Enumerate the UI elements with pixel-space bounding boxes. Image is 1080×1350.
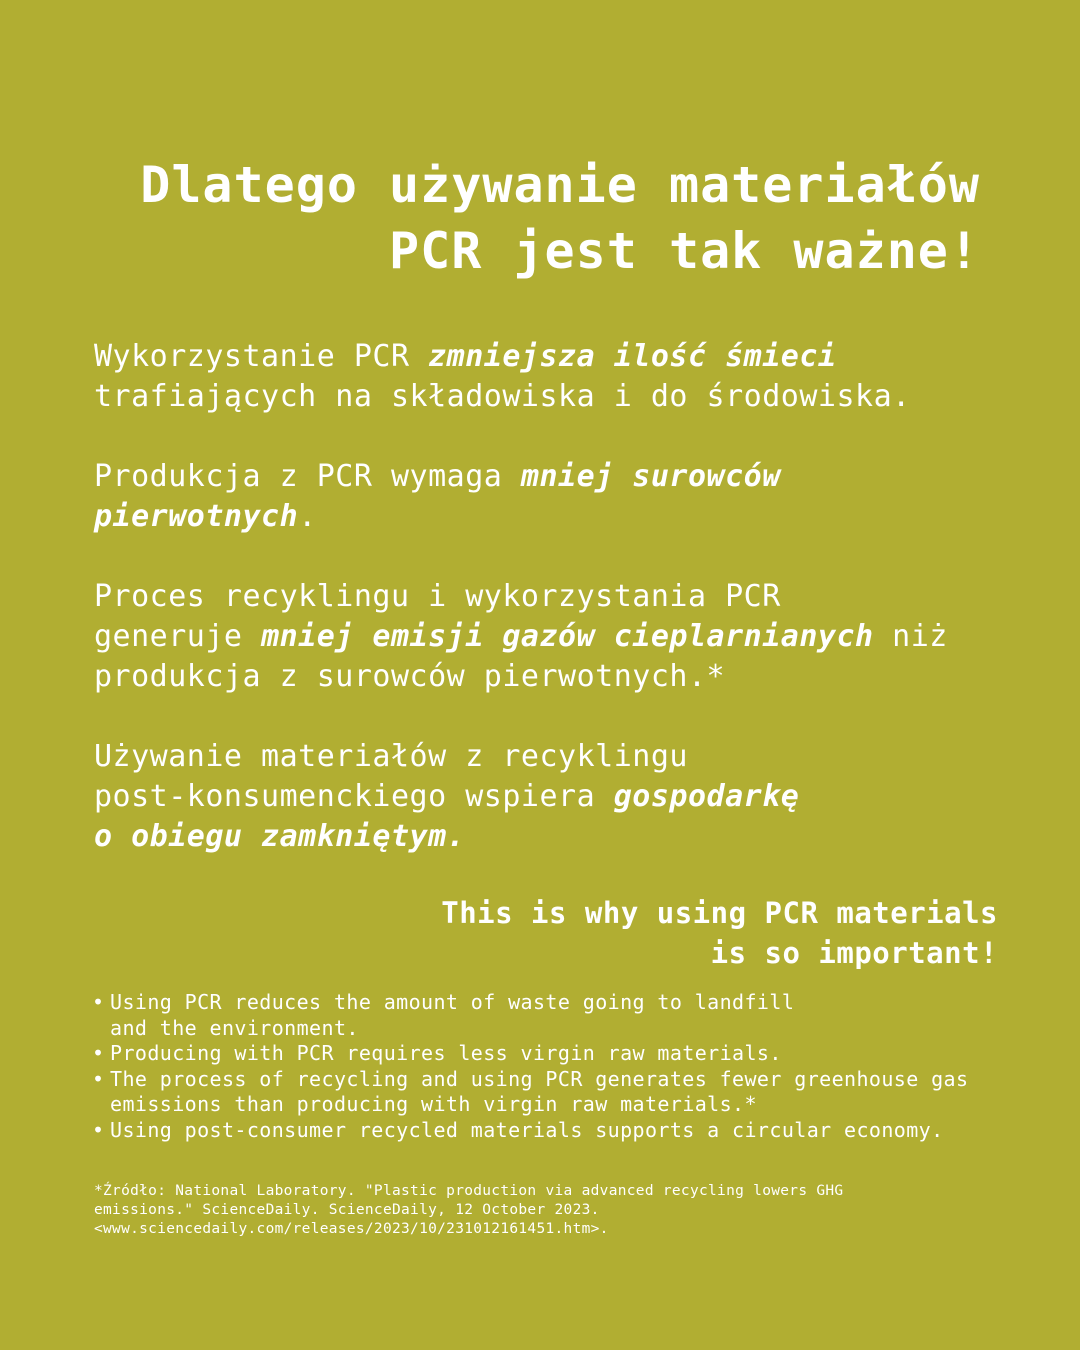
p4-line-1: Używanie materiałów z recyklingu: [94, 739, 688, 774]
list-item-line: Using PCR reduces the amount of waste going to landfill: [110, 990, 795, 1014]
english-heading-line-1: This is why using PCR materials: [441, 896, 998, 930]
headline-line-2: PCR jest tak ważne!: [389, 222, 980, 280]
page-headline: [40, 152, 980, 284]
bullet-icon: •: [92, 990, 105, 1014]
p4-text: post-konsumenckiego wspiera: [94, 779, 614, 814]
p3-line-1: Proces recyklingu i wykorzystania PCR: [94, 579, 781, 614]
p2-emphasis-2: pierwotnych: [94, 499, 299, 534]
english-heading: [200, 893, 998, 973]
list-item: [90, 990, 1050, 1041]
source-line-2: emissions." ScienceDaily. ScienceDaily, 12 October 2023.: [94, 1202, 600, 1218]
english-heading-line-2: is so important!: [710, 936, 998, 970]
headline-line-1: Dlatego używanie materiałów: [140, 156, 980, 214]
p2-text: Produkcja z PCR wymaga: [94, 459, 521, 494]
polish-paragraph-4: [94, 737, 1054, 857]
list-item-line: and the environment.: [110, 1015, 359, 1040]
polish-paragraph-1: [94, 337, 1054, 417]
bullet-icon: •: [92, 1117, 105, 1142]
p4-emphasis-1: gospodarkę: [613, 779, 800, 814]
p1-text: Wykorzystanie PCR: [94, 339, 429, 374]
p3-text-mid: niż: [873, 619, 948, 654]
polish-paragraph-2: [94, 457, 1054, 537]
p2-emphasis-1: mniej surowców: [520, 459, 781, 494]
bullet-icon: •: [92, 1041, 105, 1065]
polish-text-section: [94, 337, 1054, 897]
p4-emphasis-2: o obiegu zamkniętym.: [94, 819, 466, 854]
list-item: [90, 1041, 1050, 1067]
source-line-1: *Źródło: National Laboratory. "Plastic production via advanced recycling lowers GHG: [94, 1183, 844, 1199]
p3-emphasis: mniej emisji gazów cieplarnianych: [261, 619, 874, 654]
polish-paragraph-3: [94, 577, 1054, 697]
english-bullet-list: [90, 990, 1050, 1143]
p2-text-end: .: [298, 499, 317, 534]
source-footnote: [94, 1182, 1054, 1239]
p1-emphasis: zmniejsza ilość śmieci: [428, 339, 837, 374]
list-item-line: Using post-consumer recycled materials supports a circular economy.: [110, 1117, 944, 1142]
p3-line-3: produkcja z surowców pierwotnych.*: [94, 659, 726, 694]
source-line-3: <www.sciencedaily.com/releases/2023/10/231012161451.htm>.: [94, 1221, 609, 1237]
list-item-line: emissions than producing with virgin raw materials.*: [110, 1092, 757, 1116]
p1-text-end: trafiających na składowiska i do środowiska.: [94, 379, 911, 414]
bullet-icon: •: [92, 1066, 105, 1091]
list-item: [90, 1118, 1050, 1144]
list-item: [90, 1067, 1050, 1118]
list-item-line: Producing with PCR requires less virgin raw materials.: [110, 1041, 782, 1065]
p3-text: generuje: [94, 619, 262, 654]
list-item-line: The process of recycling and using PCR generates fewer greenhouse gas: [110, 1066, 969, 1091]
